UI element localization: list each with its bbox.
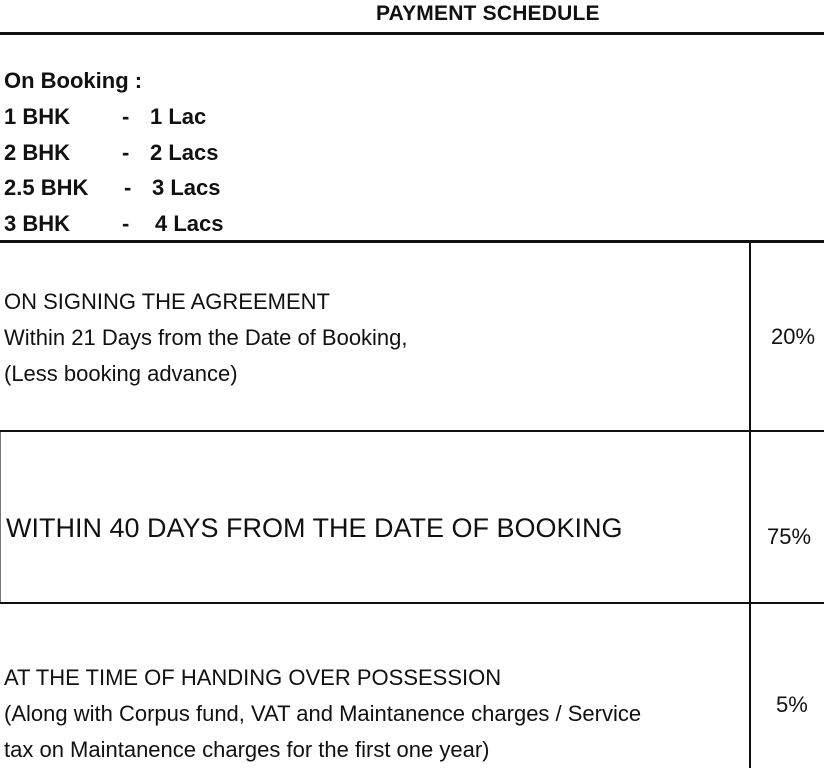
booking-heading: On Booking : — [4, 68, 143, 93]
unit-label: 2 BHK — [4, 140, 71, 165]
stage-percent: 75% — [767, 524, 812, 549]
stage-percent: 5% — [776, 692, 808, 717]
divider — [0, 32, 824, 35]
booking-row — [0, 140, 300, 170]
stage-line: AT THE TIME OF HANDING OVER POSSESSION — [4, 665, 502, 690]
divider — [0, 430, 824, 432]
unit-label: 1 BHK — [4, 104, 71, 129]
separator: - — [122, 211, 130, 236]
divider — [0, 240, 824, 243]
stage-description — [4, 284, 408, 392]
stage-description — [6, 510, 623, 546]
stage-line: WITHIN 40 DAYS FROM THE DATE OF BOOKING — [6, 513, 623, 543]
amount-value: 2 Lacs — [150, 140, 219, 165]
stage-line: ON SIGNING THE AGREEMENT — [4, 289, 330, 314]
page-title: PAYMENT SCHEDULE — [376, 2, 600, 25]
booking-row — [0, 211, 300, 241]
stage-line: (Along with Corpus fund, VAT and Maintanence charges / Service — [4, 701, 642, 726]
separator: - — [124, 175, 132, 200]
booking-row — [0, 104, 300, 134]
amount-value: 3 Lacs — [152, 175, 221, 200]
unit-label: 2.5 BHK — [4, 175, 89, 200]
amount-value: 4 Lacs — [155, 211, 224, 236]
stage-percent: 20% — [771, 324, 816, 349]
column-divider — [749, 242, 751, 768]
stage-line: (Less booking advance) — [4, 361, 238, 386]
unit-label: 3 BHK — [4, 211, 71, 236]
stage-line: tax on Maintanence charges for the first one year) — [4, 737, 490, 762]
separator: - — [122, 104, 130, 129]
stage-line: Within 21 Days from the Date of Booking, — [4, 325, 408, 350]
separator: - — [122, 140, 130, 165]
row-left-border — [0, 432, 1, 602]
booking-row — [0, 175, 300, 205]
stage-description — [4, 660, 641, 768]
amount-value: 1 Lac — [150, 104, 207, 129]
divider — [0, 602, 824, 604]
